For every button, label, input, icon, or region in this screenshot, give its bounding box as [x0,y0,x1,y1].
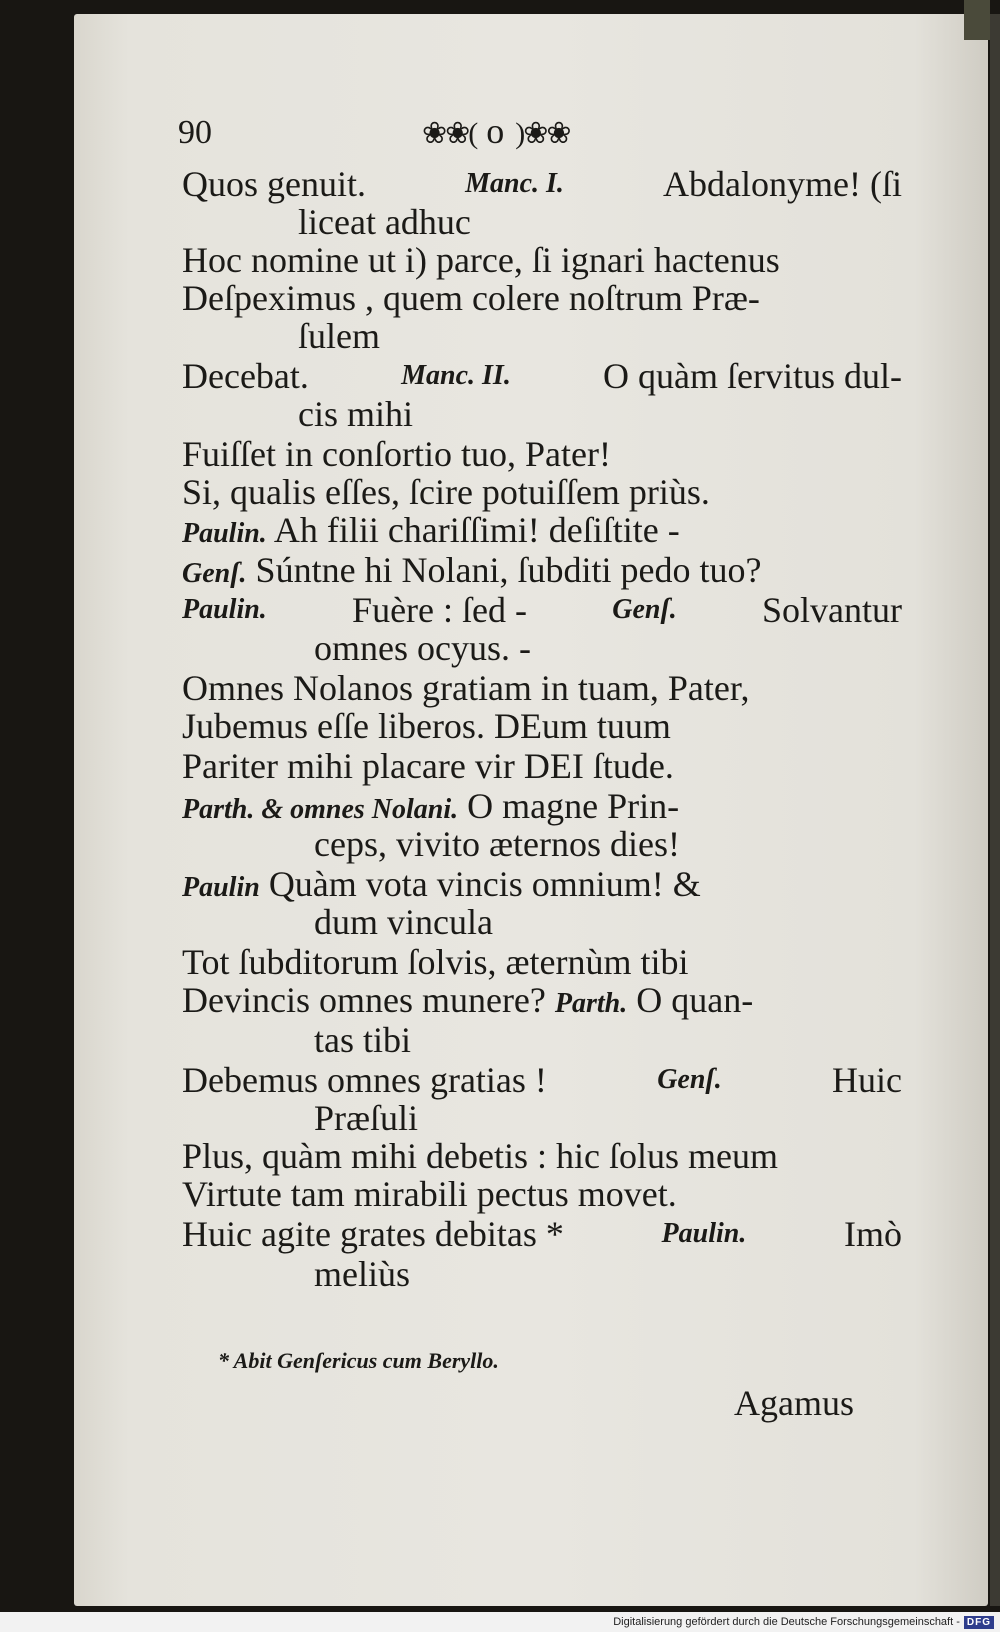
verse-line [182,1060,902,1100]
verse-line: meliùs [314,1254,410,1294]
verse-line: Omnes Nolanos gratiam in tuam, Pater, [182,668,750,708]
verse-line: Plus, quàm mihi debetis : hic ſolus meum [182,1136,778,1176]
verse-line: ſulem [298,316,380,356]
header-ornament [422,110,570,152]
verse-line: dum vincula [314,902,493,942]
verse-line [182,550,902,594]
speaker-label: Parth. [554,988,628,1019]
verse-text: Devincis omnes munere? [182,980,546,1020]
footer-credit: Digitalisierung gefördert durch die Deutsche Forschungsgemeinschaft - [613,1616,960,1628]
speaker-label: Genſ. [182,558,247,589]
speaker-label: Parth. & omnes Nolani. [182,794,459,825]
verse-text: Huic [832,1060,902,1100]
verse-line [182,590,902,630]
ornament-right: )❀❀ [515,117,570,150]
footnote: * Abit Genſericus cum Beryllo. [218,1348,499,1373]
speaker-label: Genſ. [612,594,677,625]
verse-line [182,164,902,204]
verse-line: Fuiſſet in conſortio tuo, Pater! [182,434,611,474]
verse-line: ceps, vivito æternos dies! [314,824,680,864]
dfg-logo-icon: DFG [964,1616,994,1629]
verse-line [182,1214,902,1254]
verse-line: tas tibi [314,1020,411,1060]
ornament-center: o [486,111,506,151]
speaker-label: Manc. II. [401,360,511,391]
verse-line: Hoc nomine ut i) parce, ſi ignari hactenus [182,240,780,280]
verse-text: Decebat. [182,356,309,396]
verse-line [182,356,902,396]
catchword: Agamus [734,1383,854,1423]
speaker-label: Genſ. [657,1064,722,1095]
verse-text: Quos genuit. [182,164,366,204]
digitization-footer [0,1612,1000,1632]
verse-text: Ah filii chariſſimi! deſiſtite - [273,510,680,550]
verse-text: O quàm ſervitus dul- [603,356,902,396]
verse-line [182,980,902,1024]
verse-line: Deſpeximus , quem colere noſtrum Præ- [182,278,760,318]
speaker-label: Manc. I. [465,168,564,199]
verse-text: Debemus omnes gratias ! [182,1060,547,1100]
ornament-left: ❀❀( [422,117,477,150]
verse-line: Præſuli [314,1098,419,1138]
verse-text: Abdalonyme! (ſi [663,164,902,204]
verse-line: Jubemus eſſe liberos. DEum tuum [182,706,671,746]
speaker-label: Paulin. [661,1218,747,1249]
verse-text: Huic agite grates debitas * [182,1214,564,1254]
page-number: 90 [178,114,212,151]
verse-text: Súntne hi Nolani, ſubditi pedo tuo? [255,550,762,590]
verse-line: cis mihi [298,394,413,434]
verse-text: Solvantur [762,590,902,630]
speaker-label: Paulin. [182,518,267,549]
speaker-label: Paulin [182,872,260,903]
verse-line: Virtute tam mirabili pectus movet. [182,1174,677,1214]
verse-text: Fuère : ſed - [352,590,527,630]
verse-text: O quan- [636,980,754,1020]
speaker-label: Paulin. [182,594,267,625]
verse-line [182,510,902,554]
verse-line: liceat adhuc [298,202,471,242]
verse-text: Quàm vota vincis omnium! & [268,864,701,904]
verse-text: O magne Prin- [467,786,680,826]
verse-line: Tot ſubditorum ſolvis, æternùm tibi [182,942,689,982]
verse-line: omnes ocyus. - [314,628,531,668]
verse-line: Pariter mihi placare vir DEI ſtude. [182,746,674,786]
verse-line: Si, qualis eſſes, ſcire potuiſſem priùs. [182,472,710,512]
verse-text: Imò [844,1214,902,1254]
